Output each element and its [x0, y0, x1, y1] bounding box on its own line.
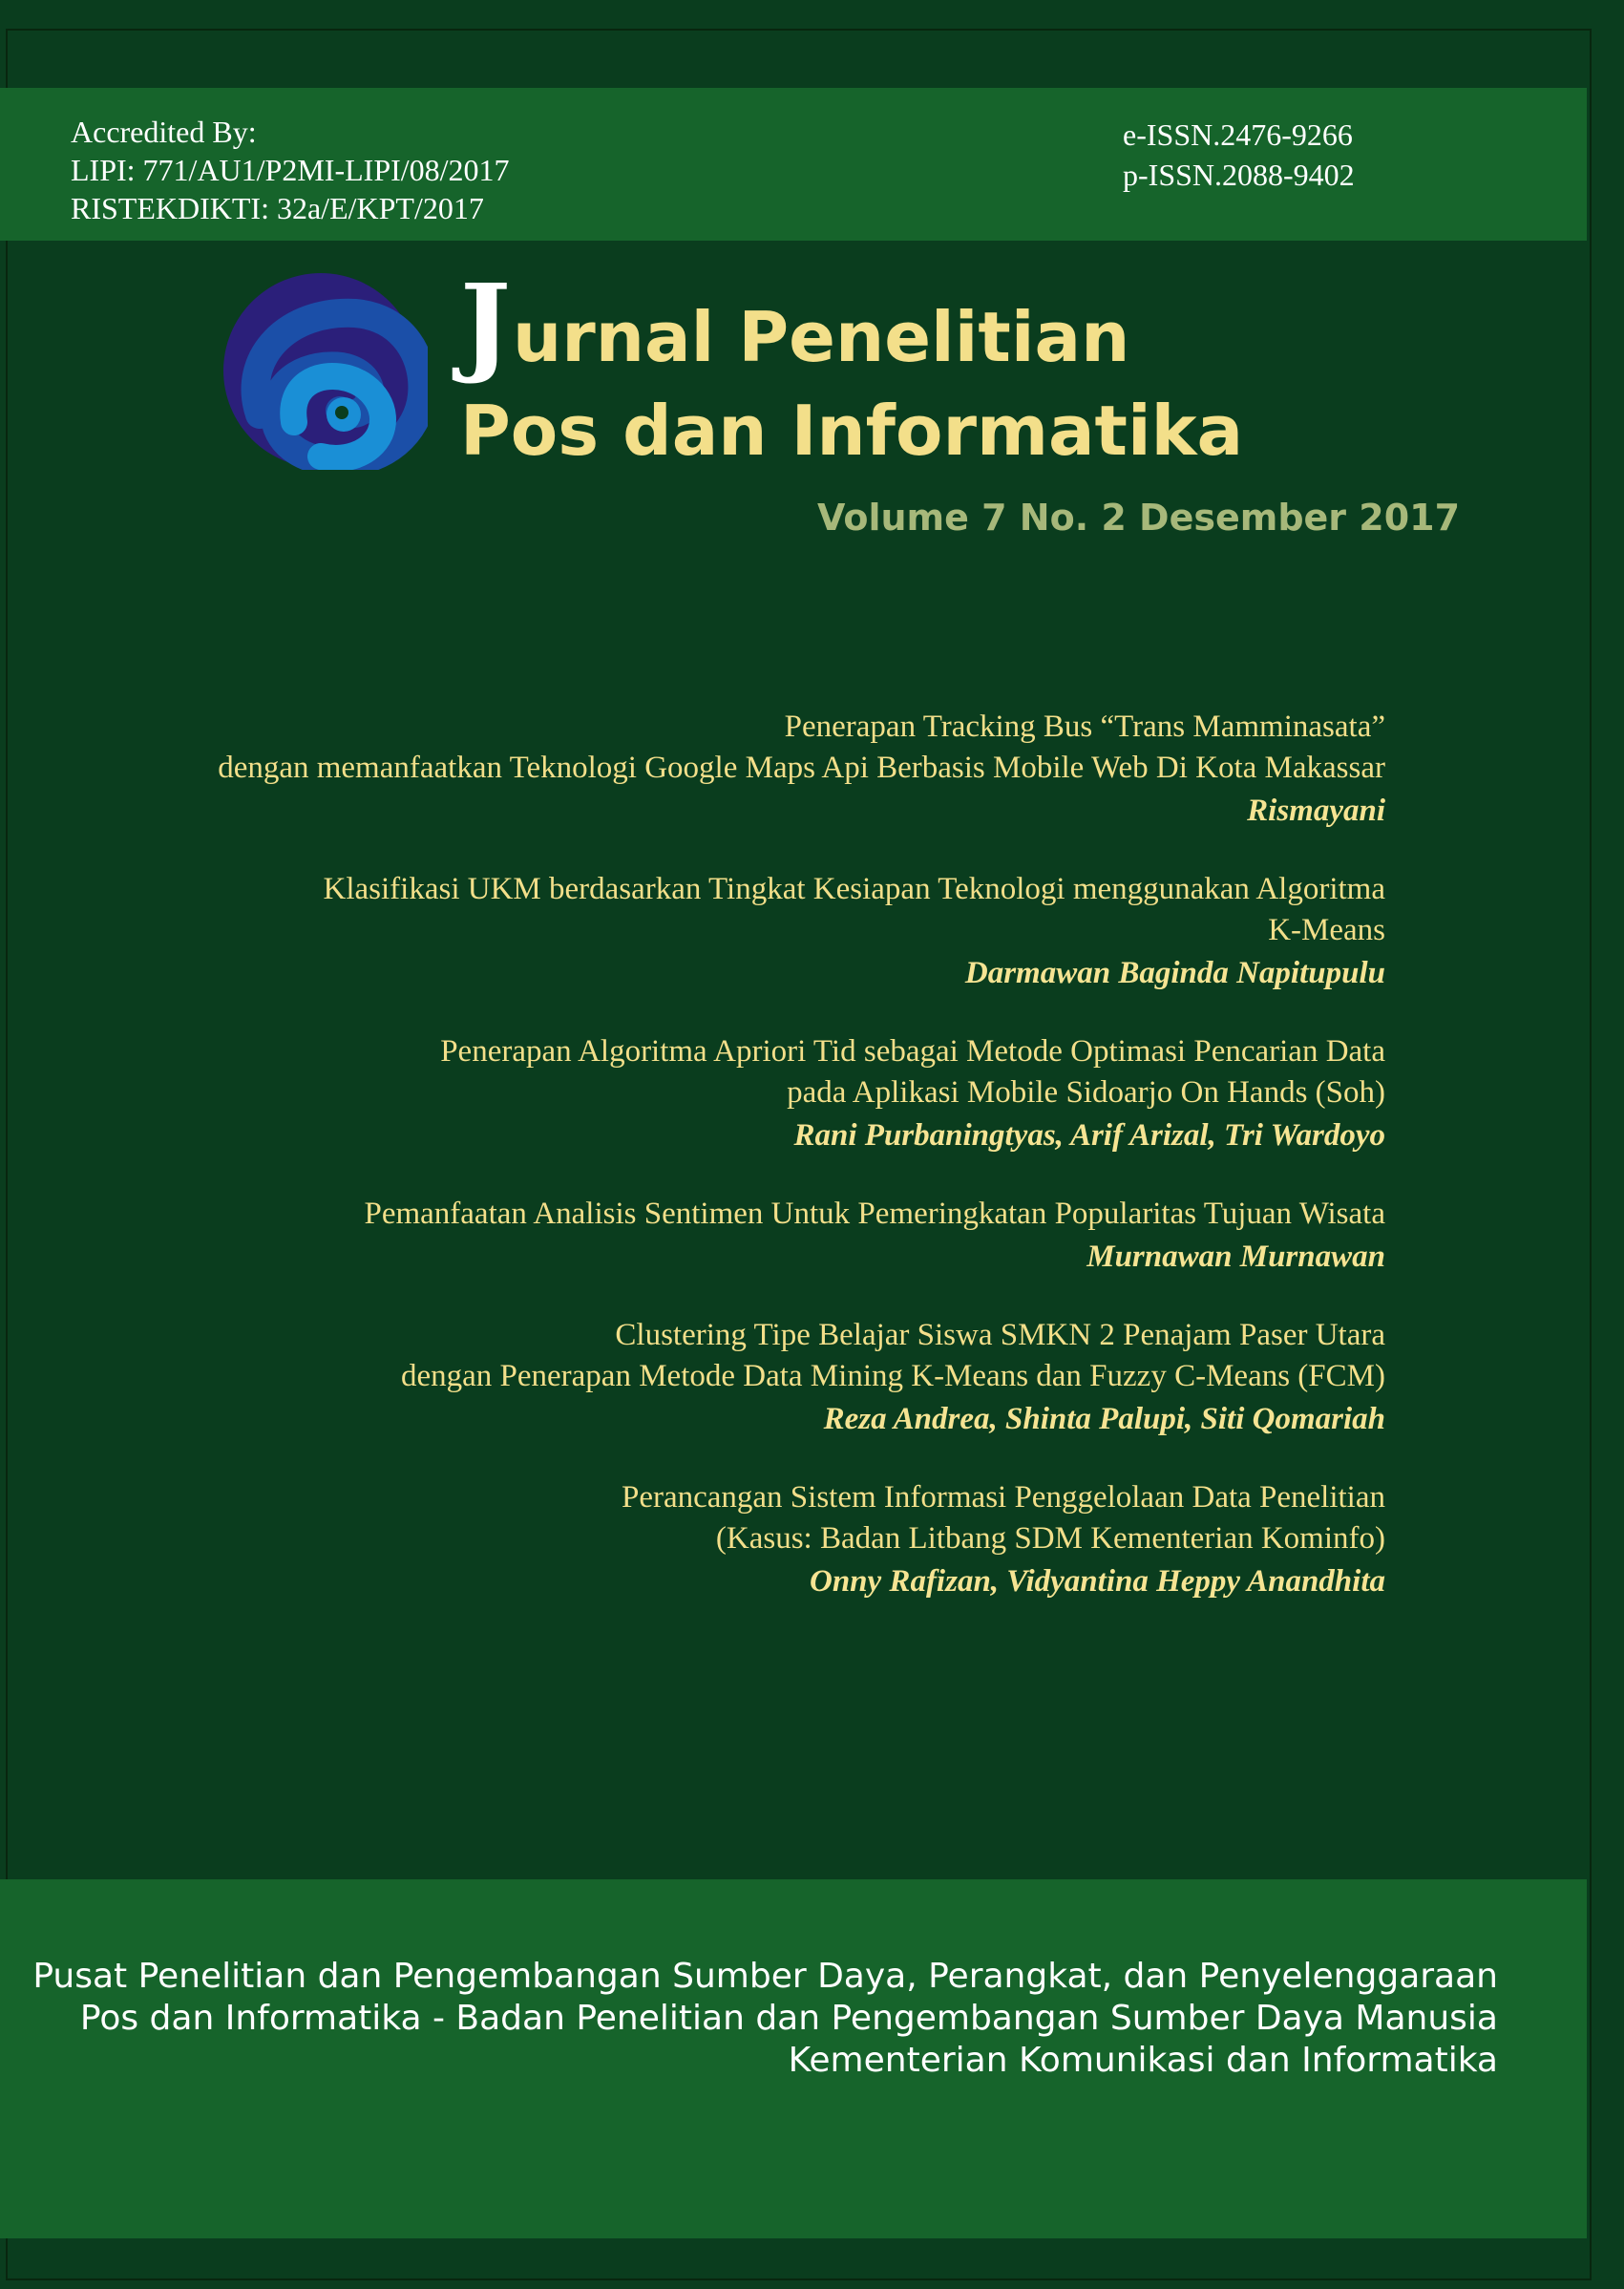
article-title-line: Klasifikasi UKM berdasarkan Tingkat Kesiapan Teknologi menggunakan Algoritma: [323, 872, 1385, 906]
accreditation-lipi: LIPI: 771/AU1/P2MI-LIPI/08/2017: [71, 153, 510, 187]
volume-info: Volume 7 No. 2 Desember 2017: [817, 497, 1461, 539]
article-title-line: Clustering Tipe Belajar Siswa SMKN 2 Penajam Paser Utara: [615, 1318, 1385, 1352]
article-title-line: pada Aplikasi Mobile Sidoarjo On Hands (Soh): [787, 1075, 1385, 1110]
article-authors: Rani Purbaningtyas, Arif Arizal, Tri Wardoyo: [793, 1118, 1385, 1153]
article-title-line: Perancangan Sistem Informasi Penggelolaan Data Penelitian: [621, 1480, 1385, 1515]
eissn: e-ISSN.2476-9266: [1123, 117, 1353, 152]
accreditation-ristekdikti: RISTEKDIKTI: 32a/E/KPT/2017: [71, 191, 484, 225]
title-rest: urnal Penelitian: [513, 297, 1130, 377]
publisher-line-1: Pusat Penelitian dan Pengembangan Sumber Daya, Perangkat, dan Penyelenggaraan: [32, 1957, 1498, 1996]
article-entry: [49, 1315, 1385, 1441]
article-authors: Murnawan Murnawan: [1086, 1240, 1385, 1274]
article-authors: Onny Rafizan, Vidyantina Heppy Anandhita: [810, 1564, 1385, 1599]
article-title-line: Penerapan Tracking Bus “Trans Mamminasata”: [784, 710, 1385, 744]
article-title-line: K-Means: [1268, 913, 1385, 947]
article-title-line: dengan memanfaatkan Teknologi Google Maps Api Berbasis Mobile Web Di Kota Makassar: [218, 751, 1385, 785]
publisher-line-3: Kementerian Komunikasi dan Informatika: [788, 2041, 1498, 2080]
pissn: p-ISSN.2088-9402: [1123, 158, 1355, 192]
table-of-contents: [49, 707, 1385, 1640]
accreditation-heading: Accredited By:: [71, 115, 257, 149]
publisher-block: [0, 1956, 1498, 2082]
article-entry: [49, 1477, 1385, 1603]
issn-block: [1123, 115, 1355, 195]
article-title-line: Pemanfaatan Analisis Sentimen Untuk Pemeringkatan Popularitas Tujuan Wisata: [364, 1197, 1385, 1231]
title-line-2: Pos dan Informatika: [460, 391, 1244, 471]
article-title-line: (Kasus: Badan Litbang SDM Kementerian Kominfo): [715, 1521, 1385, 1556]
article-entry: [49, 1031, 1385, 1157]
kominfo-swirl-logo-icon: [221, 271, 428, 470]
article-title-line: Penerapan Algoritma Apriori Tid sebagai Metode Optimasi Pencarian Data: [440, 1034, 1385, 1069]
article-entry: [49, 869, 1385, 995]
article-authors: Reza Andrea, Shinta Palupi, Siti Qomariah: [823, 1402, 1385, 1436]
article-title-line: dengan Penerapan Metode Data Mining K-Means dan Fuzzy C-Means (FCM): [400, 1359, 1385, 1393]
article-authors: Darmawan Baginda Napitupulu: [964, 956, 1385, 990]
title-line-1: [460, 262, 1243, 387]
publisher-line-2: Pos dan Informatika - Badan Penelitian dan Pengembangan Sumber Daya Manusia: [79, 1999, 1498, 2038]
article-authors: Rismayani: [1247, 794, 1385, 828]
accreditation-block: [71, 113, 510, 227]
article-entry: [49, 707, 1385, 833]
title-initial: J: [460, 262, 513, 387]
article-entry: [49, 1194, 1385, 1279]
journal-title: [460, 262, 1244, 478]
